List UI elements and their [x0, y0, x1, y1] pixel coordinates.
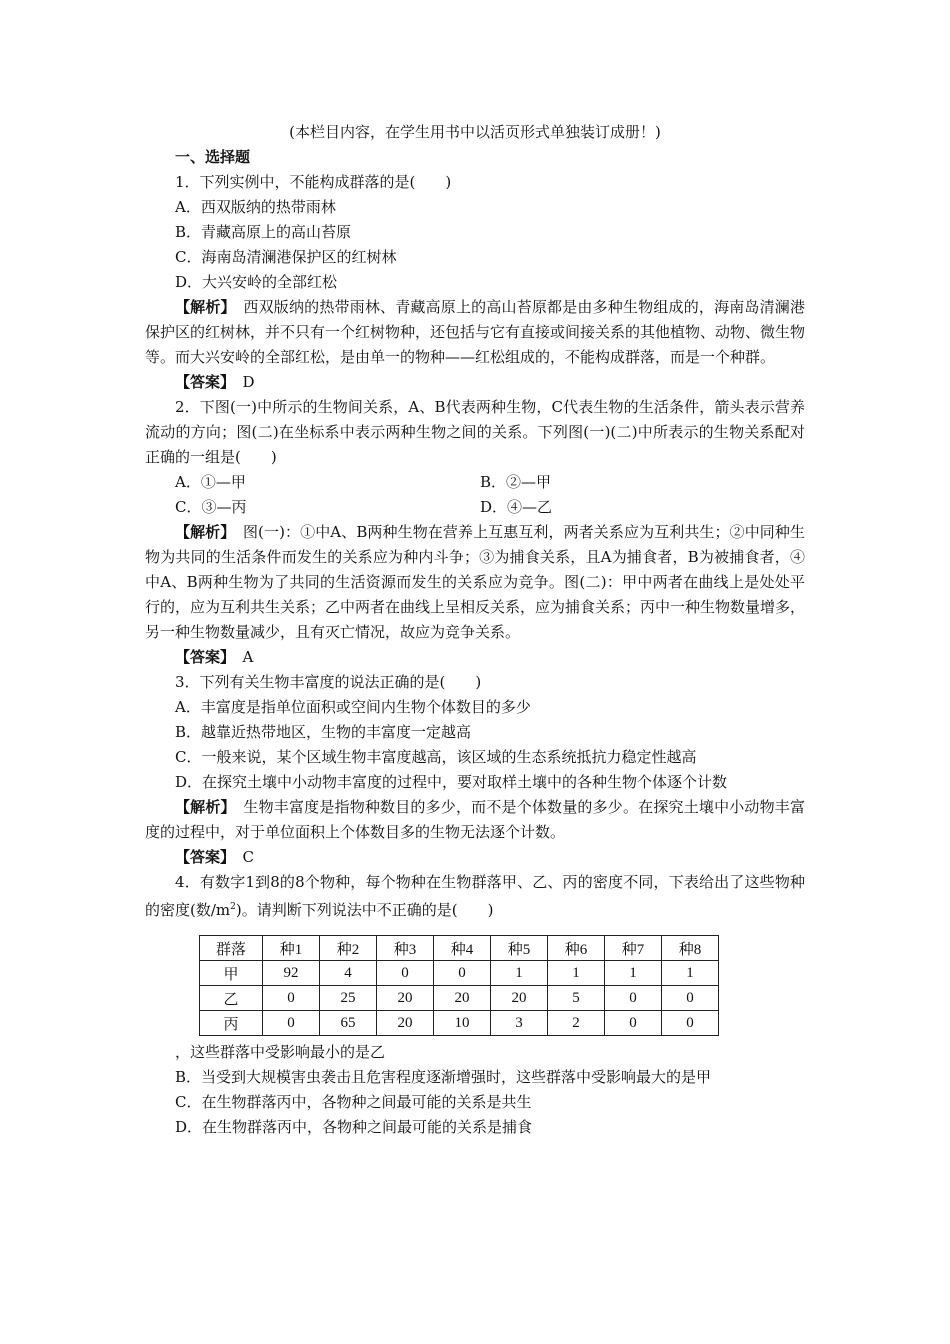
option-b: B．青藏高原上的高山苔原	[175, 223, 352, 241]
table-row	[200, 961, 719, 986]
analysis-text: 生物丰富度是指物种数目的多少，而不是个体数量的多少。在探究土壤中小动物丰富度的过程中，对于单位面积上个体数目多的生物无法逐个计数。	[145, 798, 805, 841]
table-cell: 0	[263, 1011, 320, 1036]
option-d: D．在生物群落丙中，各物种之间最可能的关系是捕食	[175, 1118, 533, 1136]
table-header-row	[200, 936, 719, 961]
question-2	[145, 395, 805, 670]
table-header-cell: 种1	[263, 936, 320, 961]
table-cell: 1	[662, 961, 719, 986]
question-3	[145, 670, 805, 870]
table-cell: 1	[605, 961, 662, 986]
option-b: B．越靠近热带地区，生物的丰富度一定越高	[175, 723, 472, 741]
option-a: A．西双版纳的热带雨林	[175, 198, 336, 216]
table-cell: 0	[434, 961, 491, 986]
answer	[145, 645, 805, 670]
question-stem: 1．下列实例中，不能构成群落的是( )	[175, 173, 452, 191]
table-cell: 2	[548, 1011, 605, 1036]
option-d: D．④—乙	[480, 498, 553, 516]
table-cell: 1	[548, 961, 605, 986]
table-header-cell: 种3	[377, 936, 434, 961]
table-cell: 25	[320, 986, 377, 1011]
table-cell: 3	[491, 1011, 548, 1036]
table-cell: 20	[491, 986, 548, 1011]
table-row	[200, 1011, 719, 1036]
table-header-cell: 种5	[491, 936, 548, 961]
answer-label: 【答案】	[175, 848, 228, 866]
analysis-text: 图(一)：①中A、B两种生物在营养上互惠互利，两者关系应为互利共生；②中同种生物为共同的生活条件而发生的关系应为种内斗争；③为捕食关系，且A为捕食者，B为被捕食者，④中A、B两种生物为了共同的生活资源而发生的关系应为竞争。图(二)：甲中两者在曲线上是处处平行的，应为互利共生关系；乙中两者在曲线上呈相反关系，应为捕食关系；丙中一种生物数量增多，另一种生物数量减少，且有灭亡情况，故应为竞争关系。	[145, 523, 806, 641]
option-a: A．①—甲	[175, 473, 246, 491]
table-cell: 乙	[200, 986, 263, 1011]
option-c: C．海南岛清澜港保护区的红树林	[175, 248, 397, 266]
table-cell: 0	[263, 986, 320, 1011]
document-page	[145, 120, 805, 1140]
answer-label: 【答案】	[175, 648, 228, 666]
answer-value: D	[227, 373, 255, 391]
question-1	[145, 170, 805, 395]
table-row	[200, 986, 719, 1011]
option-b: B．②—甲	[480, 473, 552, 491]
answer	[145, 370, 805, 395]
table-cell: 10	[434, 1011, 491, 1036]
analysis-text: 西双版纳的热带雨林、青藏高原上的高山苔原都是由多种生物组成的，海南岛清澜港保护区的红树林，并不只有一个红树物种，还包括与它有直接或间接关系的其他植物、动物、微生物等。而大兴安岭的全部红松，是由单一的物种——红松组成的，不能构成群落，而是一个种群。	[145, 298, 806, 366]
table-cell: 20	[377, 1011, 434, 1036]
table-cell: 20	[377, 986, 434, 1011]
analysis	[145, 295, 805, 370]
analysis	[145, 795, 805, 845]
table-header-cell: 种2	[320, 936, 377, 961]
table-cell: 丙	[200, 1011, 263, 1036]
table-cell: 甲	[200, 961, 263, 986]
table-cell: 1	[491, 961, 548, 986]
option-d: D．大兴安岭的全部红松	[175, 273, 338, 291]
table-cell: 0	[605, 1011, 662, 1036]
question-stem: 3．下列有关生物丰富度的说法正确的是( )	[175, 673, 482, 691]
analysis-label: 【解析】	[175, 798, 229, 816]
table-cell: 0	[662, 1011, 719, 1036]
table-cell: 0	[605, 986, 662, 1011]
table-cell: 5	[548, 986, 605, 1011]
section-title: 一、选择题	[175, 148, 251, 166]
table-header-cell: 种8	[662, 936, 719, 961]
analysis	[145, 520, 805, 645]
table-cell: 4	[320, 961, 377, 986]
options-row	[145, 495, 805, 520]
table-header-cell: 群落	[200, 936, 263, 961]
option-a: A．丰富度是指单位面积或空间内生物个体数目的多少	[175, 698, 531, 716]
header-note: (本栏目内容，在学生用书中以活页形式单独装订成册！)	[289, 123, 661, 141]
table-cell: 0	[662, 986, 719, 1011]
table-cell: 65	[320, 1011, 377, 1036]
table-header-cell: 种6	[548, 936, 605, 961]
option-c: C．③—丙	[175, 498, 247, 516]
options-row	[145, 470, 805, 495]
question-4	[145, 870, 805, 1140]
answer	[145, 845, 805, 870]
option-b: B．当受到大规模害虫袭击且危害程度逐渐增强时，这些群落中受影响最大的是甲	[175, 1068, 712, 1086]
question-stem: 2．下图(一)中所示的生物间关系，A、B代表两种生物，C代表生物的生活条件，箭头表示营养流动的方向；图(二)在坐标系中表示两种生物之间的关系。下列图(一)(二)中所表示的生物关系配对正确的一组是( )	[145, 398, 805, 466]
answer-label: 【答案】	[175, 373, 228, 391]
table-cell: 0	[377, 961, 434, 986]
answer-value: A	[227, 648, 254, 666]
table-header-cell: 种7	[605, 936, 662, 961]
analysis-label: 【解析】	[175, 523, 228, 541]
option-a: ，这些群落中受影响最小的是乙	[175, 1043, 386, 1061]
answer-value: C	[227, 848, 254, 866]
density-table	[199, 935, 719, 1036]
option-d: D．在探究土壤中小动物丰富度的过程中，要对取样土壤中的各种生物个体逐个计数	[175, 773, 728, 791]
table-cell: 20	[434, 986, 491, 1011]
table-cell: 92	[263, 961, 320, 986]
table-header-cell: 种4	[434, 936, 491, 961]
analysis-label: 【解析】	[175, 298, 229, 316]
option-c: C．在生物群落丙中，各物种之间最可能的关系是共生	[175, 1093, 532, 1111]
option-c: C．一般来说，某个区域生物丰富度越高，该区域的生态系统抵抗力稳定性越高	[175, 748, 697, 766]
question-stem: 4．有数字1到8的8个物种，每个物种在生物群落甲、乙、丙的密度不同，下表给出了这些物种的密度(数$/m^2$)。请判断下列说法中不正确的是( )	[145, 873, 805, 919]
